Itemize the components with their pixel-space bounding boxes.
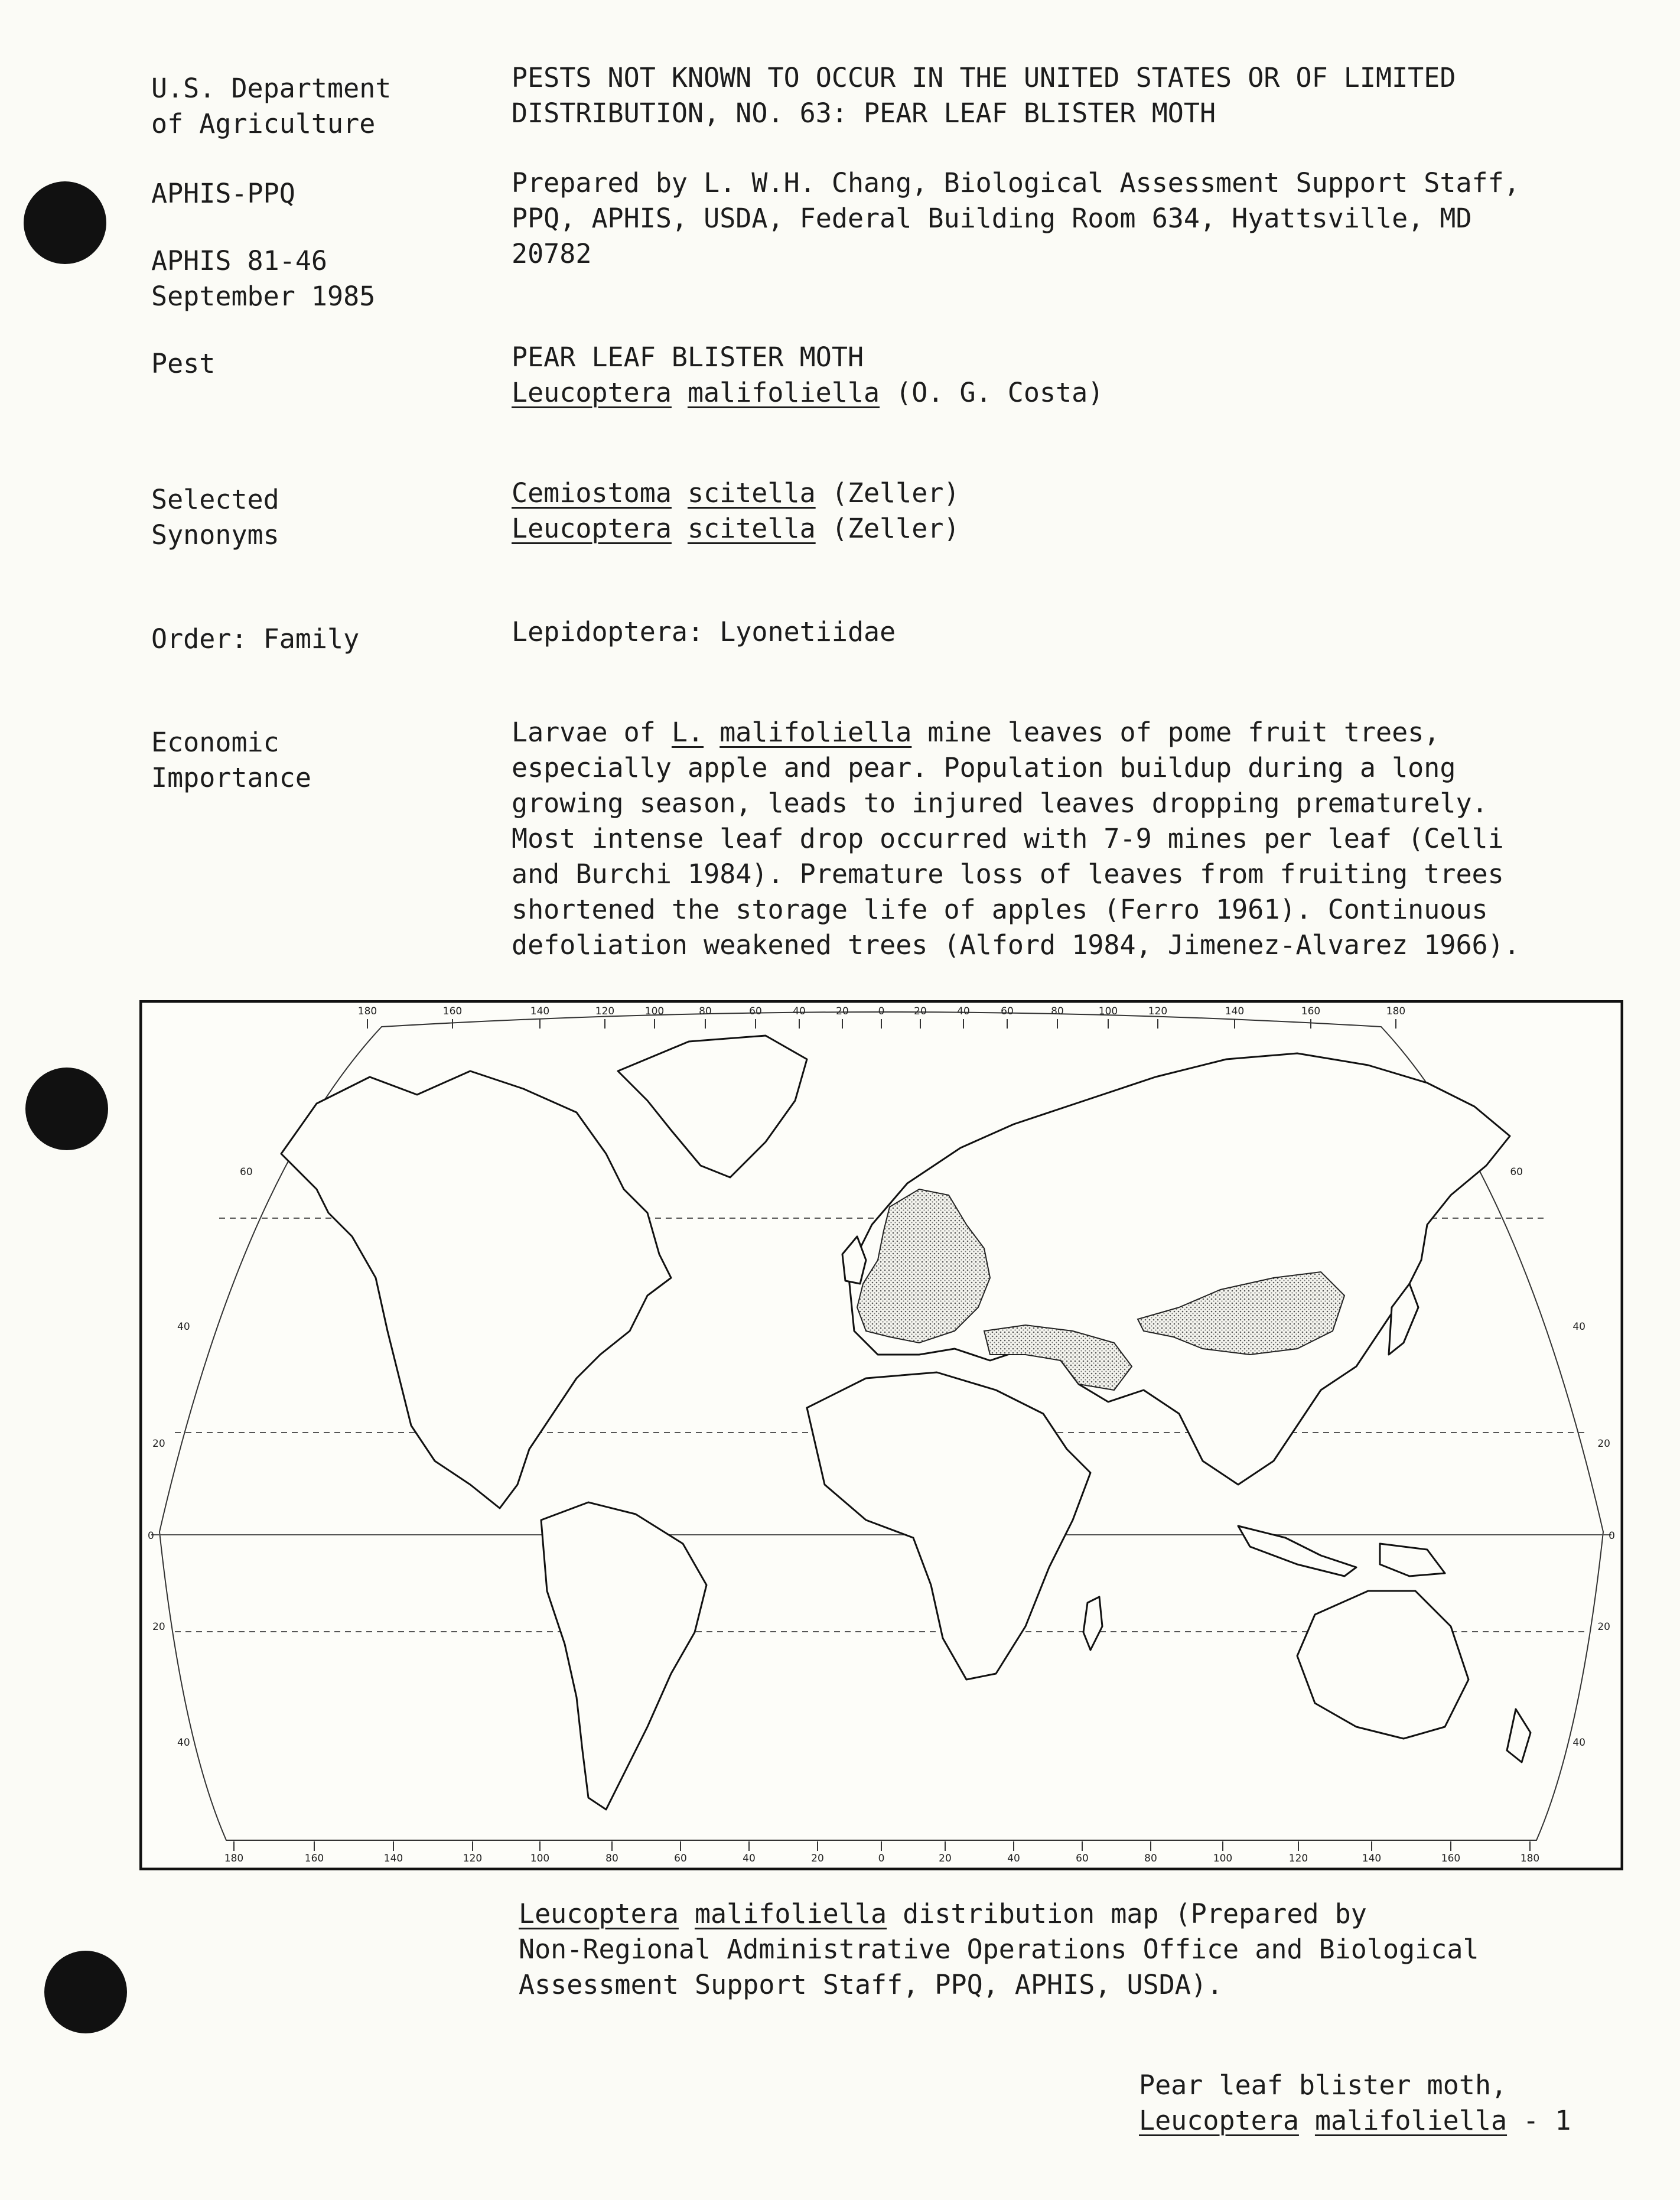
map-top-tick-label: 80 [1051, 1005, 1064, 1017]
map-top-tick-label: 120 [595, 1005, 615, 1017]
map-bottom-tick-label: 60 [674, 1853, 687, 1864]
page-number: - 1 [1507, 2105, 1571, 2136]
map-left-tick-label: 20 [152, 1621, 165, 1633]
map-top-tick-label: 40 [957, 1005, 970, 1017]
map-bottom-tick-label: 20 [811, 1853, 824, 1864]
map-bottom-tick-label: 100 [1213, 1853, 1233, 1864]
map-top-tick-label: 140 [1225, 1005, 1245, 1017]
map-left-tick-label: 60 [240, 1166, 253, 1178]
map-bottom-tick-label: 140 [383, 1853, 403, 1864]
world-map-svg [139, 1000, 1623, 1870]
map-top-tick-label: 140 [530, 1005, 550, 1017]
map-bottom-tick-label: 120 [463, 1853, 483, 1864]
map-bottom-tick-label: 180 [1520, 1853, 1540, 1864]
map-bottom-tick-label: 0 [878, 1853, 885, 1864]
map-top-tick-label: 100 [1098, 1005, 1118, 1017]
map-bottom-tick-label: 120 [1288, 1853, 1308, 1864]
map-top-tick-label: 120 [1148, 1005, 1168, 1017]
map-right-tick-label: 20 [1597, 1621, 1610, 1633]
division-label: APHIS-PPQ [151, 178, 295, 209]
order-label: Order: Family [151, 623, 360, 655]
map-bottom-tick-label: 40 [1007, 1853, 1020, 1864]
map-right-tick-label: 0 [1609, 1530, 1615, 1542]
economic-text: Larvae of L. malifoliella mine leaves of pome fruit trees, especially apple and pear. Population buildup during a long growing season, leads to injured leaves dropping prematurely. Most intense leaf drop occurred with 7-9 mines per leaf (Celli and Burchi 1984). Premature loss of leaves from fruiting trees shortened the storage life of apples (Ferro 1961). Continuous defoliation weakened trees (Alford 1984, Jimenez-Alvarez 1966). [512, 717, 1520, 961]
map-left-tick-label: 0 [148, 1530, 154, 1542]
map-right-tick-label: 40 [1572, 1321, 1585, 1333]
pest-name: PEAR LEAF BLISTER MOTH Leucoptera malifoliella (O. G. Costa) [512, 341, 1104, 408]
publication-info: APHIS 81-46 September 1985 [151, 245, 376, 312]
map-bottom-tick-label: 160 [304, 1853, 324, 1864]
order-value: Lepidoptera: Lyonetiidae [512, 616, 896, 647]
pest-species: malifoliella [687, 377, 880, 408]
map-top-tick-label: 20 [836, 1005, 849, 1017]
map-bottom-tick-label: 140 [1362, 1853, 1382, 1864]
binder-hole-middle [25, 1068, 108, 1150]
map-bottom-tick-label: 80 [605, 1853, 618, 1864]
map-bottom-tick-label: 60 [1076, 1853, 1089, 1864]
map-left-tick-label: 40 [177, 1321, 190, 1333]
map-bottom-tick-label: 100 [530, 1853, 550, 1864]
map-top-tick-label: 60 [1001, 1005, 1014, 1017]
map-top-tick-label: 160 [1301, 1005, 1321, 1017]
map-bottom-tick-label: 180 [224, 1853, 244, 1864]
binder-hole-bottom [44, 1951, 127, 2033]
document-title: PESTS NOT KNOWN TO OCCUR IN THE UNITED STATES OR OF LIMITED DISTRIBUTION, NO. 63: PEAR LEAF BLISTER MOTH [512, 62, 1456, 129]
page-footer: Pear leaf blister moth, Leucoptera malifoliella - 1 [1139, 2069, 1571, 2136]
economic-label: Economic Importance [151, 727, 311, 793]
map-top-tick-label: 0 [878, 1005, 885, 1017]
synonyms-list: Cemiostoma scitella (Zeller) Leucoptera scitella (Zeller) [512, 477, 960, 544]
prepared-by: Prepared by L. W.H. Chang, Biological Assessment Support Staff, PPQ, APHIS, USDA, Federal Building Room 634, Hyattsville, MD 20782 [512, 167, 1520, 269]
map-top-tick-label: 180 [1386, 1005, 1406, 1017]
map-bottom-tick-label: 40 [743, 1853, 756, 1864]
map-bottom-tick-label: 20 [939, 1853, 952, 1864]
map-bottom-tick-label: 160 [1441, 1853, 1461, 1864]
binder-hole-top [24, 181, 106, 264]
map-top-tick-label: 180 [357, 1005, 377, 1017]
agency-name: U.S. Department of Agriculture [151, 73, 392, 139]
map-bottom-tick-label: 80 [1144, 1853, 1157, 1864]
synonyms-label: Selected Synonyms [151, 484, 279, 551]
map-caption: Leucoptera malifoliella distribution map (Prepared by Non-Regional Administrative Operations Office and Biological Assessment Support Staff, PPQ, APHIS, USDA). [519, 1898, 1479, 2000]
map-right-tick-label: 20 [1597, 1438, 1610, 1450]
distribution-map [139, 1000, 1623, 1870]
map-top-tick-label: 80 [699, 1005, 712, 1017]
map-top-tick-label: 40 [793, 1005, 806, 1017]
map-left-tick-label: 20 [152, 1438, 165, 1450]
map-top-tick-label: 160 [442, 1005, 463, 1017]
map-top-tick-label: 60 [749, 1005, 762, 1017]
pest-genus: Leucoptera [512, 377, 672, 408]
map-right-tick-label: 40 [1572, 1737, 1585, 1749]
map-top-tick-label: 100 [644, 1005, 665, 1017]
map-right-tick-label: 60 [1510, 1166, 1523, 1178]
map-left-tick-label: 40 [177, 1737, 190, 1749]
pest-label: Pest [151, 348, 216, 379]
map-top-tick-label: 20 [914, 1005, 927, 1017]
